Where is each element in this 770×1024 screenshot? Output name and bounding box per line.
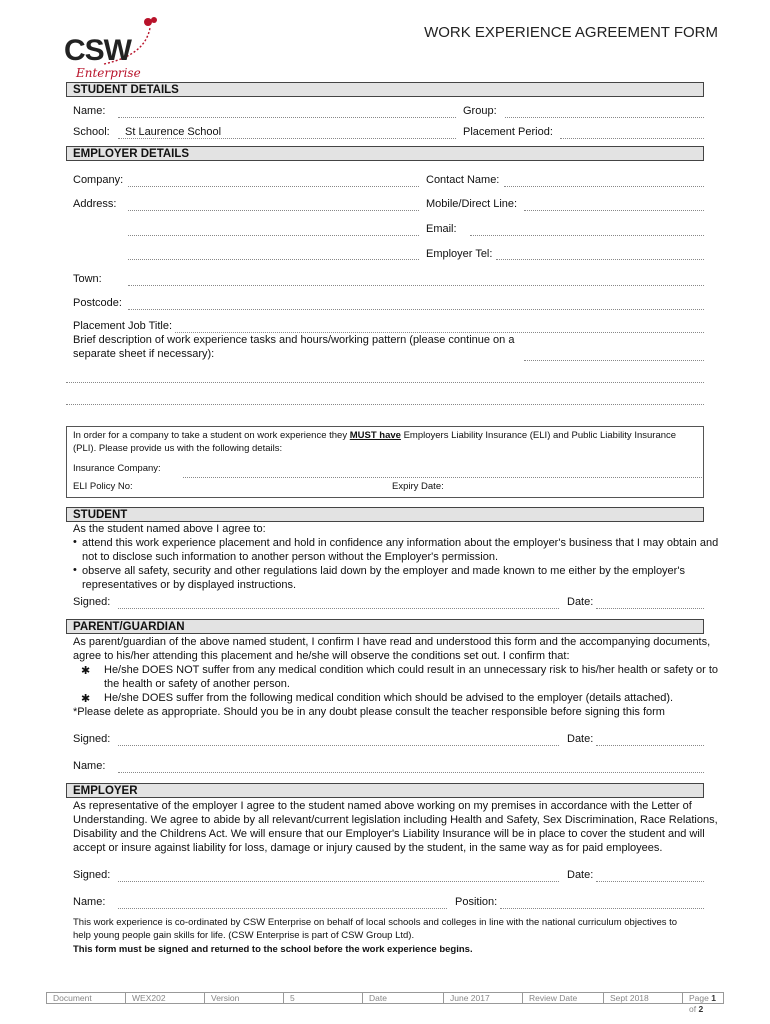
insurance-text-before: In order for a company to take a student on work experience they bbox=[73, 430, 350, 441]
guardian-line1: As parent/guardian of the above named student, I confirm I have read and understood this form and the accompanying documents, bbox=[73, 636, 711, 648]
address-field-3[interactable] bbox=[128, 259, 419, 260]
guardian-date-label: Date: bbox=[567, 733, 594, 745]
postcode-field[interactable] bbox=[128, 309, 704, 310]
town-label: Town: bbox=[73, 273, 102, 285]
bullet-icon: • bbox=[73, 564, 77, 576]
mobile-label: Mobile/Direct Line: bbox=[426, 198, 518, 210]
insurance-company-field[interactable] bbox=[183, 477, 702, 478]
job-title-field[interactable] bbox=[175, 332, 704, 333]
student-signed-label: Signed: bbox=[73, 596, 111, 608]
footer-page-total: 2 bbox=[698, 1004, 704, 1014]
description-field-1[interactable] bbox=[524, 360, 704, 361]
employer-signature-field[interactable] bbox=[118, 881, 559, 882]
company-label: Company: bbox=[73, 174, 124, 186]
insurance-must-have: MUST have bbox=[349, 430, 401, 441]
footer-version-value: 5 bbox=[284, 993, 363, 1003]
footer-page-prefix: Page bbox=[689, 993, 712, 1003]
student-bullet1-line2: not to disclose such information to another person without the Employer's permission. bbox=[82, 551, 499, 563]
student-intro: As the student named above I agree to: bbox=[73, 523, 266, 535]
student-bullet2-line1: observe all safety, security and other regulations laid down by the employer and made known to me either by the employer's bbox=[82, 565, 685, 577]
student-date-label: Date: bbox=[567, 596, 594, 608]
notes-line2: help young people gain skills for life. (CSW Enterprise is part of CSW Group Ltd). bbox=[73, 930, 415, 941]
employer-tel-label: Employer Tel: bbox=[426, 248, 493, 260]
employer-line4: accept or insure against liability for loss, damage or injury caused by the student, in the same way as for paid employees. bbox=[73, 842, 663, 854]
description-field-3[interactable] bbox=[66, 404, 704, 405]
expiry-date-label: Expiry Date: bbox=[392, 481, 444, 492]
school-label: School: bbox=[73, 126, 110, 138]
guardian-signed-label: Signed: bbox=[73, 733, 111, 745]
asterisk-icon: ✱ bbox=[81, 693, 91, 705]
insurance-company-label: Insurance Company: bbox=[73, 463, 161, 474]
section-student-details: STUDENT DETAILS bbox=[66, 82, 704, 97]
guardian-opt2-line1: He/she DOES suffer from the following medical condition which should be advised to the employer (details attached). bbox=[104, 692, 674, 704]
postcode-label: Postcode: bbox=[73, 297, 122, 309]
employer-position-field[interactable] bbox=[500, 908, 704, 909]
employer-position-label: Position: bbox=[455, 896, 498, 908]
footer-document-value: WEX202 bbox=[126, 993, 205, 1003]
email-label: Email: bbox=[426, 223, 457, 235]
student-bullet1-line1: attend this work experience placement and hold in confidence any information about the employer's business that I may obtain and bbox=[82, 537, 719, 549]
contact-name-field[interactable] bbox=[504, 186, 704, 187]
email-field[interactable] bbox=[470, 235, 704, 236]
logo-sub-text: Enterprise bbox=[76, 66, 141, 80]
employer-date-label: Date: bbox=[567, 869, 594, 881]
employer-name-field[interactable] bbox=[118, 908, 447, 909]
student-bullet2-line2: representatives or by displayed instructions. bbox=[82, 579, 296, 591]
employer-tel-field[interactable] bbox=[496, 259, 704, 260]
student-date-field[interactable] bbox=[596, 608, 704, 609]
section-student: STUDENT bbox=[66, 507, 704, 522]
notes-bold-line: This form must be signed and returned to the school before the work experience begins. bbox=[73, 944, 473, 955]
guardian-opt1-line1: He/she DOES NOT suffer from any medical condition which could result in an unnecessary risk to his/her health or safety or to bbox=[104, 664, 719, 676]
insurance-intro bbox=[73, 429, 701, 455]
name-label: Name: bbox=[73, 105, 106, 117]
section-parent-guardian: PARENT/GUARDIAN bbox=[66, 619, 704, 634]
guardian-name-field[interactable] bbox=[118, 772, 704, 773]
csw-logo bbox=[60, 14, 170, 84]
guardian-signature-field[interactable] bbox=[118, 745, 559, 746]
eli-policy-label: ELI Policy No: bbox=[73, 481, 133, 492]
address-label: Address: bbox=[73, 198, 117, 210]
section-employer: EMPLOYER bbox=[66, 783, 704, 798]
description-label-line1: Brief description of work experience tasks and hours/working pattern (please continue on a bbox=[73, 334, 515, 346]
bullet-icon: • bbox=[73, 536, 77, 548]
section-employer-details: EMPLOYER DETAILS bbox=[66, 146, 704, 161]
employer-line2: Understanding. We agree to abide by all relevant/current legislation including Health and Safety, Sex Discrimination, Race Relations, bbox=[73, 814, 718, 826]
description-field-2[interactable] bbox=[66, 382, 704, 383]
guardian-date-field[interactable] bbox=[596, 745, 704, 746]
footer-page-of: of bbox=[689, 1004, 699, 1014]
town-field[interactable] bbox=[128, 285, 704, 286]
form-title: WORK EXPERIENCE AGREEMENT FORM bbox=[424, 24, 718, 41]
mobile-field[interactable] bbox=[524, 210, 704, 211]
student-signature-field[interactable] bbox=[118, 608, 559, 609]
document-footer bbox=[46, 992, 724, 1014]
guardian-name-label: Name: bbox=[73, 760, 106, 772]
asterisk-icon: ✱ bbox=[81, 665, 91, 677]
employer-line1: As representative of the employer I agree to the student named above working on my premises in accordance with the Letter of bbox=[73, 800, 692, 812]
address-field-1[interactable] bbox=[128, 210, 419, 211]
contact-name-label: Contact Name: bbox=[426, 174, 500, 186]
employer-name-label: Name: bbox=[73, 896, 106, 908]
footer-date-label: Date bbox=[363, 993, 444, 1003]
guardian-note: *Please delete as appropriate. Should you be in any doubt please consult the teacher responsible before signing this form bbox=[73, 706, 665, 718]
group-field[interactable] bbox=[505, 117, 704, 118]
school-field[interactable] bbox=[118, 138, 456, 139]
insurance-text-after: Employers Liability Insurance (ELI) and Public Liability Insurance bbox=[400, 430, 677, 441]
footer-review-label: Review Date bbox=[523, 993, 604, 1003]
guardian-line2: agree to his/her attending this placement and he/she will observe the conditions set out. I confirm that: bbox=[73, 650, 570, 662]
footer-page-current: 1 bbox=[711, 993, 716, 1003]
guardian-opt1-line2: the health or safety of another person. bbox=[104, 678, 290, 690]
group-label: Group: bbox=[463, 105, 497, 117]
footer-document-label: Document bbox=[47, 993, 126, 1003]
logo-main-text: CSW bbox=[64, 34, 131, 67]
footer-page-number bbox=[683, 993, 723, 1014]
student-name-field[interactable] bbox=[118, 117, 456, 118]
description-label-line2: separate sheet if necessary): bbox=[73, 348, 215, 360]
footer-date-value: June 2017 bbox=[444, 993, 523, 1003]
employer-signed-label: Signed: bbox=[73, 869, 111, 881]
employer-date-field[interactable] bbox=[596, 881, 704, 882]
employer-line3: Disability and the Childrens Act. We will ensure that our Employer's Liability Insurance will be in place to cover the student and will bbox=[73, 828, 705, 840]
footer-version-label: Version bbox=[205, 993, 284, 1003]
job-title-label: Placement Job Title: bbox=[73, 320, 173, 332]
company-field[interactable] bbox=[128, 186, 419, 187]
placement-period-field[interactable] bbox=[560, 138, 704, 139]
footer-review-value: Sept 2018 bbox=[604, 993, 683, 1003]
placement-period-label: Placement Period: bbox=[463, 126, 553, 138]
notes-line1: This work experience is co-ordinated by CSW Enterprise on behalf of local schools and colleges in line with the national curriculum objectives to bbox=[73, 917, 678, 928]
address-field-2[interactable] bbox=[128, 235, 419, 236]
insurance-text-line2: (PLI). Please provide us with the following details: bbox=[73, 443, 283, 454]
school-value[interactable]: St Laurence School bbox=[125, 126, 222, 138]
